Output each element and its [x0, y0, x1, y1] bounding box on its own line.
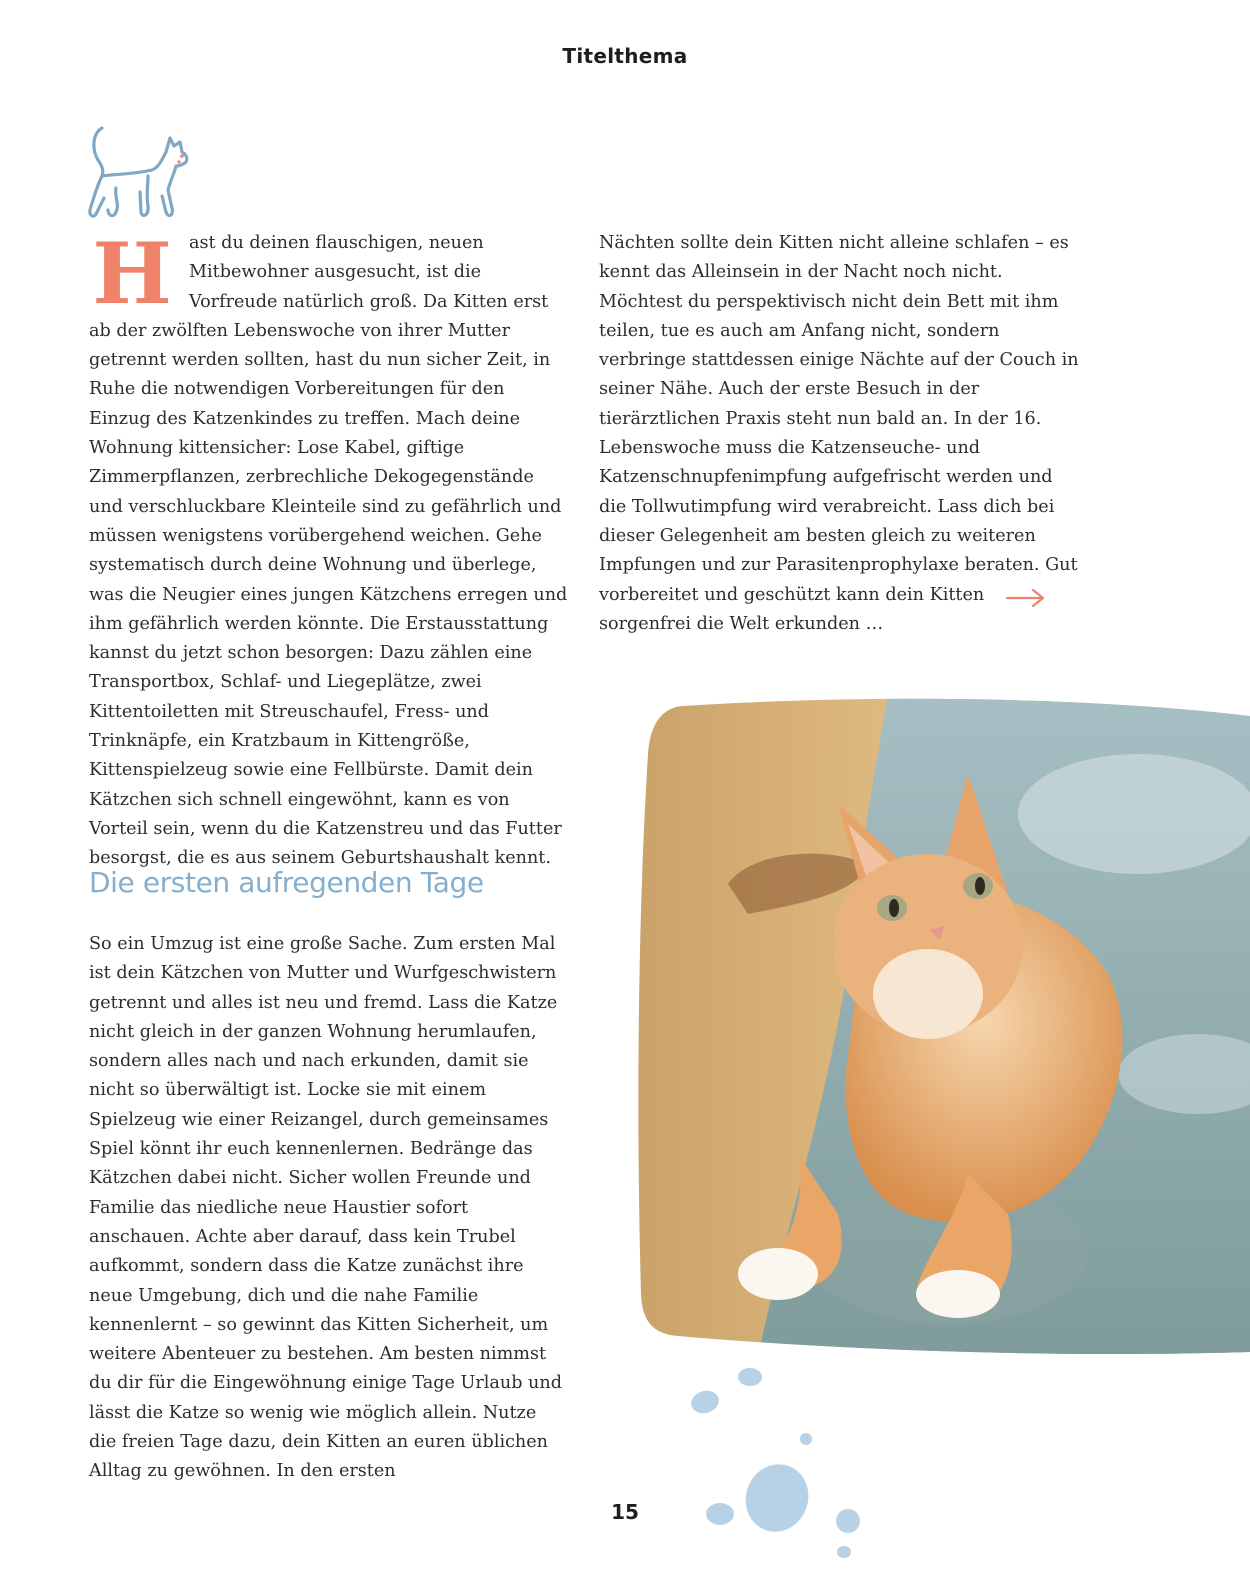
page-number: 15 — [611, 1500, 639, 1524]
cat-outline-icon — [86, 124, 194, 224]
article-column-right — [599, 229, 1079, 639]
arrow-right-icon — [1005, 587, 1047, 609]
dropcap-letter — [89, 237, 175, 309]
svg-text:H: H — [92, 237, 172, 309]
kitten-photo — [638, 694, 1250, 1356]
article-paragraph: Nächten sollte dein Kitten nicht alleine schlafen – es kennt das Alleinsein in der Nacht noch nicht. Möchtest du perspektivisch nicht dein Bett mit ihm teilen, tue es auch am Anfang nicht, sondern verbringe stattdessen einige Nächte auf der Couch in seiner Nähe. Auch der erste Besuch in der tierärztlichen Praxis steht nun bald an. In der 16. Lebenswoche muss die Katzenseuche- und Katzenschnupfenimpfung aufgefrischt werden und die Tollwutimpfung wird verabreicht. Lass dich bei dieser Gelegenheit am besten gleich zu weiteren Impfungen und zur Parasitenprophylaxe beraten. Gut vorbereitet und geschützt kann dein Kitten sorgenfrei die Welt erkunden … — [599, 233, 1079, 634]
article-column-left-lower — [89, 930, 569, 1487]
article-paragraph: ast du deinen flauschigen, neuen Mitbewohner ausgesucht, ist die Vorfreude natürlich groß. Da Kitten erst ab der zwölften Lebenswoche von ihrer Mutter getrennt werden sollten, hast du nun sicher Zeit, in Ruhe die notwendigen Vorbereitungen für den Einzug des Katzenkindes zu treffen. Mach deine Wohnung kittensicher: Lose Kabel, giftige Zimmerpflanzen, zerbrechliche Dekogegenstände und verschluckbare Kleinteile sind zu gefährlich und müssen wenigstens vorübergehend weichen. Gehe systematisch durch deine Wohnung und überlege, was die Neugier eines jungen Kätzchens erregen und ihm gefährlich werden könnte. Die Erstausstattung kannst du jetzt schon besorgen: Dazu zählen eine Transportbox, Schlaf- und Liegeplätze, zwei Kittentoiletten mit Streuschaufel, Fress- und Trinknäpfe, ein Kratzbaum in Kittengröße, Kittenspielzeug sowie eine Fellbürste. Damit dein Kätzchen sich schnell eingewöhnt, kann es von Vorteil sein, wenn du die Katzenstreu und das Futter besorgst, die es aus seinem Geburtshaushalt kennt. — [89, 233, 568, 869]
decorative-paw-blobs — [680, 1355, 880, 1570]
section-subheading: Die ersten aufregenden Tage — [89, 866, 484, 899]
article-column-left — [89, 229, 569, 874]
article-paragraph: So ein Umzug ist eine große Sache. Zum ersten Mal ist dein Kätzchen von Mutter und Wurfgeschwistern getrennt und alles ist neu und fremd. Lass die Katze nicht gleich in der ganzen Wohnung herumlaufen, sondern alles nach und nach erkunden, damit sie nicht so überwältigt ist. Locke sie mit einem Spielzeug wie einer Reizangel, durch gemeinsames Spiel könnt ihr euch kennenlernen. Bedränge das Kätzchen dabei nicht. Sicher wollen Freunde und Familie das niedliche neue Haustier sofort anschauen. Achte aber darauf, dass kein Trubel aufkommt, sondern dass die Katze zunächst ihre neue Umgebung, dich und die nahe Familie kennenlernt – so gewinnt das Kitten Sicherheit, um weitere Abenteuer zu bestehen. Am besten nimmst du dir für die Eingewöhnung einige Tage Urlaub und lässt die Katze so wenig wie möglich allein. Nutze die freien Tage dazu, dein Kitten an euren üblichen Alltag zu gewöhnen. In den ersten — [89, 934, 562, 1482]
running-head: Titelthema — [562, 44, 688, 68]
